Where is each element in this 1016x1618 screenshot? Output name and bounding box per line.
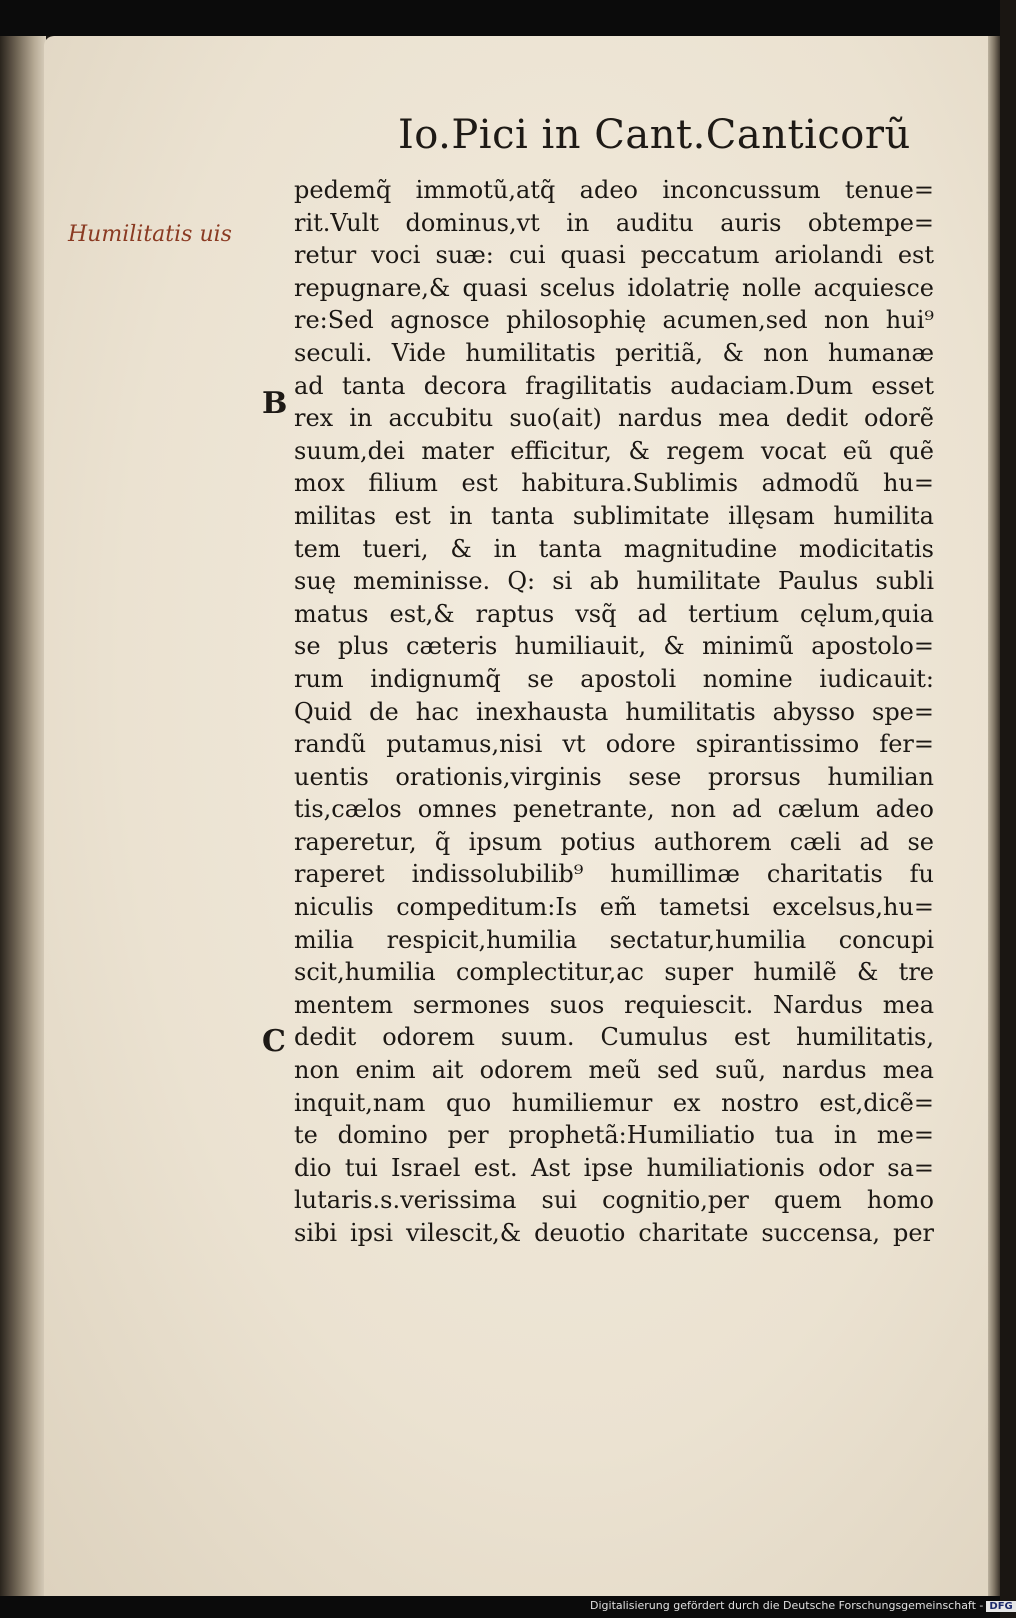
text-line: matus est,& raptus vsq̃ ad tertium cęlum,quia xyxy=(294,599,934,628)
text-line: dio tui Israel est. Ast ipse humiliationis odor sa= xyxy=(294,1153,934,1182)
text-line: tis,cælos omnes penetrante, non ad cælum adeo xyxy=(294,795,934,824)
text-line: uentis orationis,virginis sese prorsus humilian xyxy=(294,762,934,791)
text-line: randũ putamus,nisi vt odore spirantissimo fer= xyxy=(294,730,934,759)
running-title: Io.Pici in Cant.Canticorũ xyxy=(398,112,911,158)
text-line: te domino per prophetã:Humiliatio tua in me= xyxy=(294,1121,934,1150)
dfg-logo: DFG xyxy=(986,1601,1015,1612)
text-line: re:Sed agnosce philosophię acumen,sed non hui⁹ xyxy=(294,306,934,335)
text-line: milia respicit,humilia sectatur,humilia concupi xyxy=(294,925,934,954)
text-line: raperet indissolubilib⁹ humillimæ charitatis fu xyxy=(294,860,934,889)
text-line: se plus cæteris humiliauit, & minimũ apostolo= xyxy=(294,632,934,661)
footer-credit-text: Digitalisierung gefördert durch die Deutsche Forschungsgemeinschaft - xyxy=(590,1599,984,1612)
text-line: Quid de hac inexhausta humilitatis abysso spe= xyxy=(294,697,934,726)
text-line: suum,dei mater efficitur, & regem vocat eũ quẽ xyxy=(294,436,934,465)
text-line: rex in accubitu suo(ait) nardus mea dedit odorẽ xyxy=(294,404,934,433)
top-border xyxy=(0,0,1000,36)
text-line: dedit odorem suum. Cumulus est humilitatis, xyxy=(294,1023,934,1052)
text-line: tem tueri, & in tanta magnitudine modicitatis xyxy=(294,534,934,563)
body-text xyxy=(294,174,934,1250)
text-line: rit.Vult dominus,vt in auditu auris obtempe= xyxy=(294,208,934,237)
text-line: inquit,nam quo humiliemur ex nostro est,dicẽ= xyxy=(294,1088,934,1117)
text-line: mox filium est habitura.Sublimis admodũ hu= xyxy=(294,469,934,498)
text-line: seculi. Vide humilitatis peritiã, & non humanæ xyxy=(294,338,934,367)
page-edge xyxy=(986,36,1000,1596)
text-line: niculis compeditum:Is em̃ tametsi excelsus,hu= xyxy=(294,893,934,922)
book-spine xyxy=(0,36,46,1596)
text-line: lutaris.s.verissima sui cognitio,per quem homo xyxy=(294,1186,934,1215)
text-line: militas est in tanta sublimitate illęsam humilita xyxy=(294,501,934,530)
text-line: repugnare,& quasi scelus idolatrię nolle acquiesce xyxy=(294,273,934,302)
handwritten-margin-note: Humilitatis uis xyxy=(68,222,232,247)
footer-credit xyxy=(590,1599,1013,1612)
text-line: retur voci suæ: cui quasi peccatum ariolandi est xyxy=(294,241,934,270)
text-line: scit,humilia complectitur,ac super humilẽ & tre xyxy=(294,958,934,987)
text-line: sibi ipsi vilescit,& deuotio charitate succensa, per xyxy=(294,1219,934,1247)
text-line: raperetur, q̃ ipsum potius authorem cæli ad se xyxy=(294,827,934,856)
text-line: rum indignumq̃ se apostoli nomine iudicauit: xyxy=(294,664,934,693)
text-line: non enim ait odorem meũ sed suũ, nardus mea xyxy=(294,1056,934,1085)
margin-letter-c: C xyxy=(262,1024,286,1059)
text-line: ad tanta decora fragilitatis audaciam.Dum esset xyxy=(294,371,934,400)
margin-letter-b: B xyxy=(262,386,288,421)
text-line: suę meminisse. Q: si ab humilitate Paulus subli xyxy=(294,567,934,596)
text-line: pedemq̃ immotũ,atq̃ adeo inconcussum tenue= xyxy=(294,176,934,204)
text-line: mentem sermones suos requiescit. Nardus mea xyxy=(294,990,934,1019)
